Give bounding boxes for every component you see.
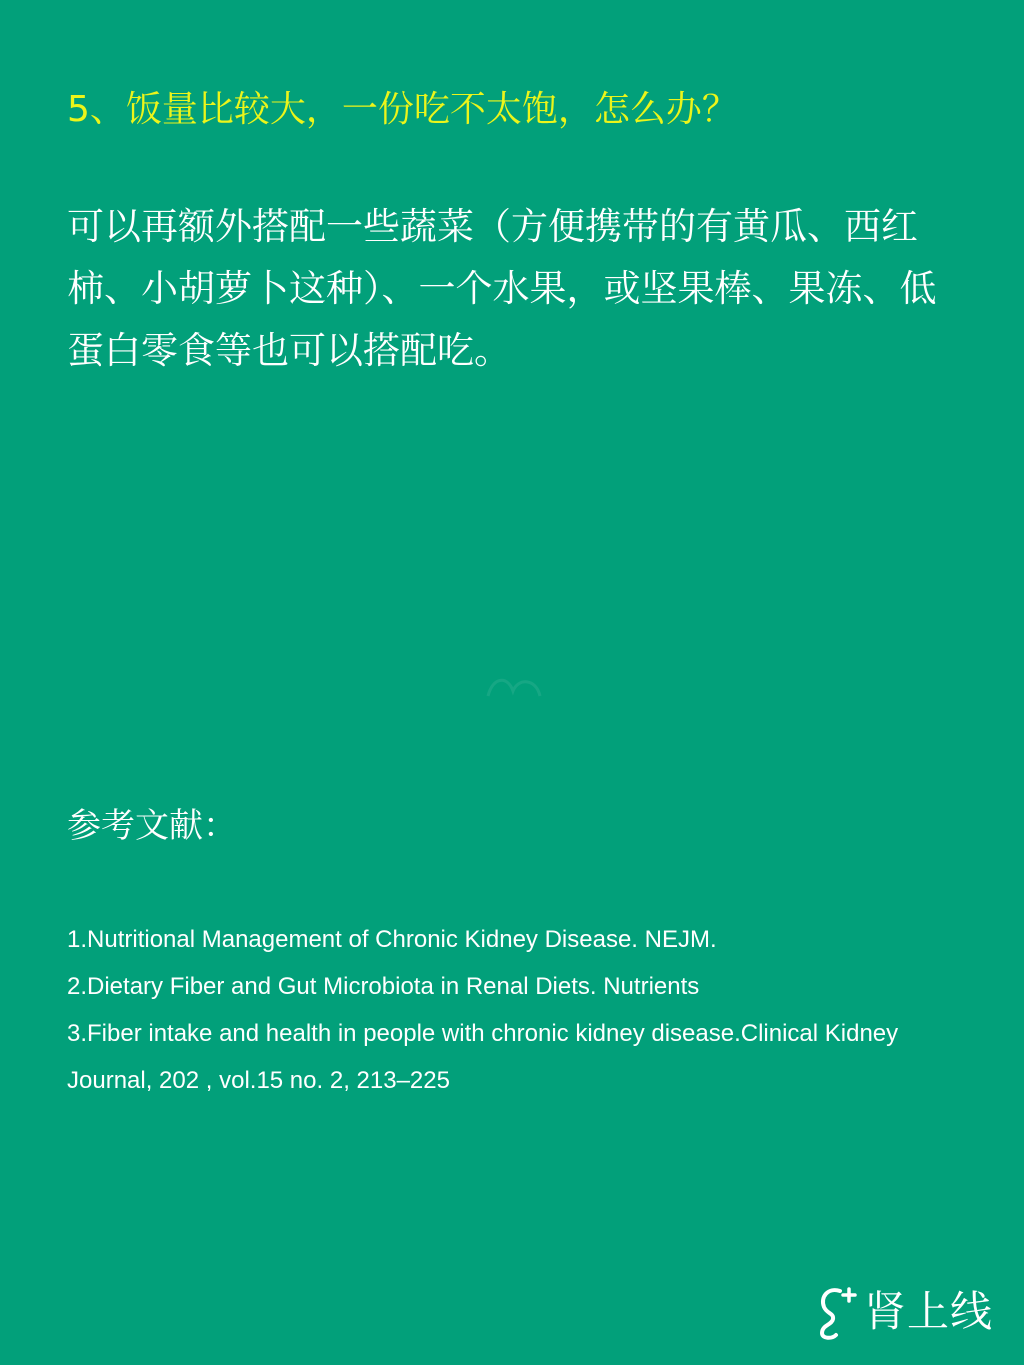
question-heading: 5、饭量比较大，一份吃不太饱，怎么办？ xyxy=(67,89,738,130)
answer-text: 可以再额外搭配一些蔬菜（方便携带的有黄瓜、西红柿、小胡萝卜这种）、一个水果，或坚果棒、果冻、低蛋白零食等也可以搭配吃。 xyxy=(67,205,937,372)
reference-item: 1.Nutritional Management of Chronic Kidney Disease. NEJM. xyxy=(67,926,717,953)
reference-item: 3.Fiber intake and health in people with chronic kidney disease.Clinical Kidney Journal, 202 , vol.15 no. 2, 213–225 xyxy=(67,1020,899,1094)
brand-logo xyxy=(816,1282,993,1342)
watermark-icon xyxy=(478,666,550,706)
reference-item: 2.Dietary Fiber and Gut Microbiota in Renal Diets. Nutrients xyxy=(67,973,700,1000)
brand-name: 肾上线 xyxy=(864,1287,994,1336)
references-list xyxy=(67,916,947,1104)
references-title: 参考文献： xyxy=(67,806,237,846)
kidney-plus-icon xyxy=(816,1283,858,1341)
